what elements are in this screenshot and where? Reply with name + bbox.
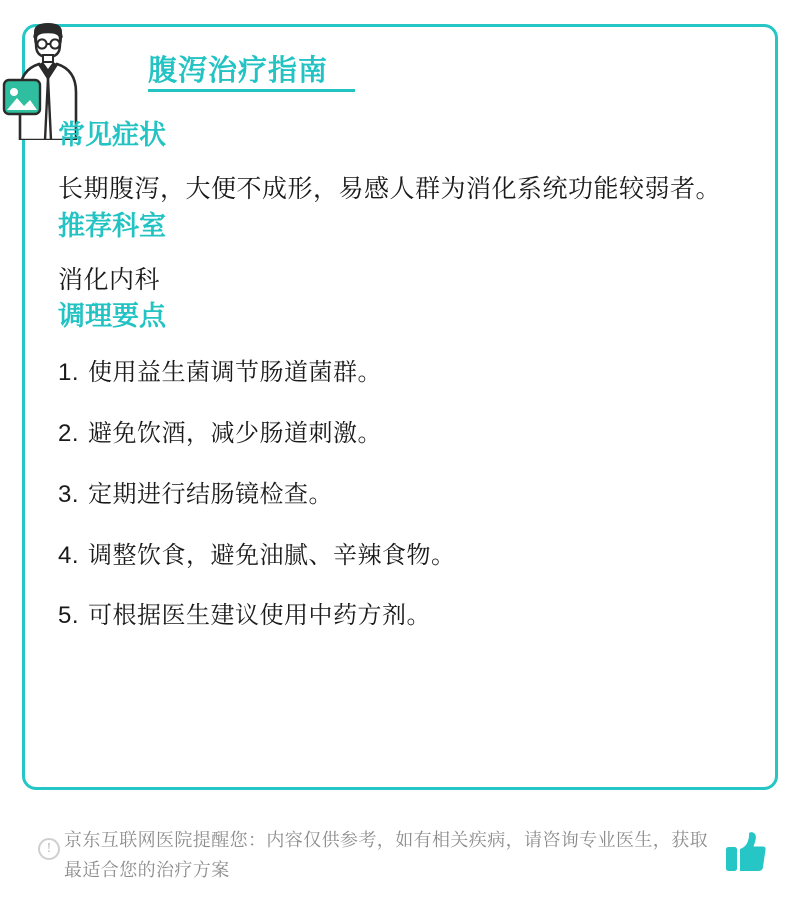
title-underline <box>148 89 355 92</box>
list-item-number: 5. <box>58 602 80 630</box>
list-item-text: 调整饮食，避免油腻、辛辣食物。 <box>88 541 456 569</box>
list-item-text: 可根据医生建议使用中药方剂。 <box>88 602 431 630</box>
thumbs-up-icon[interactable] <box>726 830 766 872</box>
info-icon: ! <box>38 838 60 860</box>
card-content <box>58 118 738 660</box>
section-text-department: 消化内科 <box>58 265 161 294</box>
list-item-number: 4. <box>58 541 80 569</box>
list-item-text: 使用益生菌调节肠道菌群。 <box>88 359 382 387</box>
footer <box>0 812 800 901</box>
list-item-text: 避免饮酒，减少肠道刺激。 <box>88 420 382 448</box>
section-heading-care: 调理要点 <box>58 301 166 332</box>
list-item <box>58 478 738 513</box>
list-item <box>58 417 738 452</box>
section-heading-department: 推荐科室 <box>58 210 166 241</box>
care-list <box>58 356 738 634</box>
list-item <box>58 539 738 574</box>
list-item-text: 定期进行结肠镜检查。 <box>88 480 333 508</box>
list-item <box>58 356 738 391</box>
list-item <box>58 599 738 634</box>
page-title: 腹泻治疗指南 <box>148 55 329 87</box>
footer-disclaimer: 京东互联网医院提醒您：内容仅供参考，如有相关疾病，请咨询专业医生，获取最适合您的治疗方案 <box>64 830 708 880</box>
list-item-number: 1. <box>58 359 80 387</box>
list-item-number: 3. <box>58 480 80 508</box>
section-heading-symptoms: 常见症状 <box>58 120 166 150</box>
section-text-symptoms: 长期腹泻，大便不成形，易感人群为消化系统功能较弱者。 <box>58 175 722 204</box>
list-item-number: 2. <box>58 420 80 448</box>
